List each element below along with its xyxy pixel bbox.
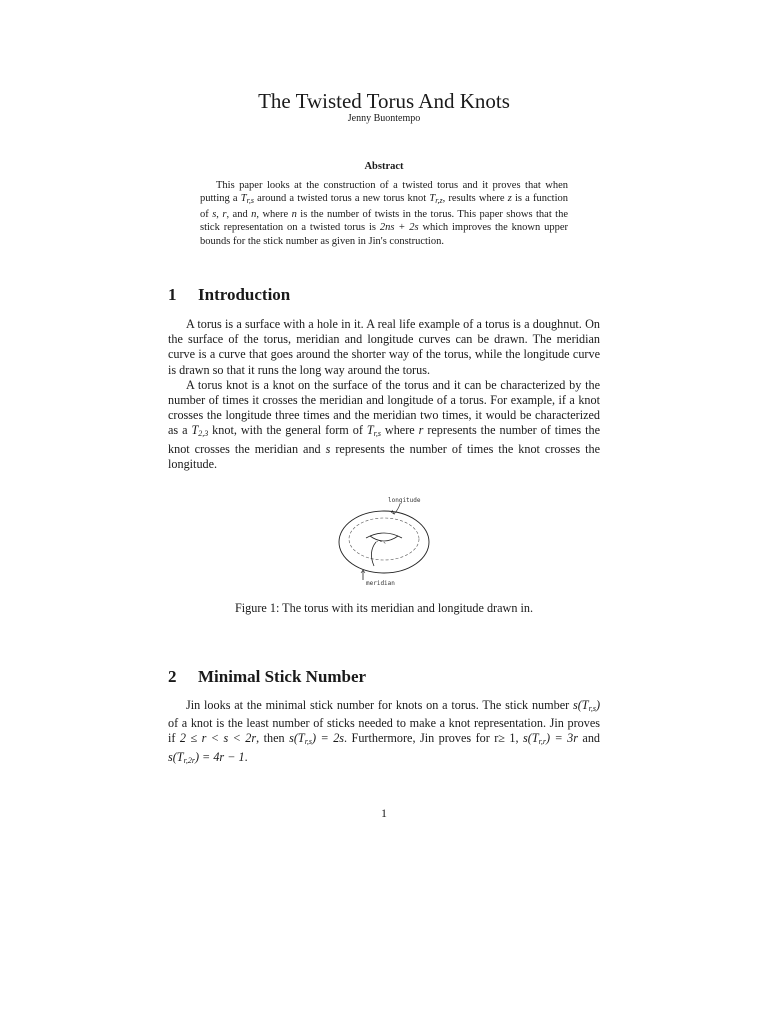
math-var: r xyxy=(418,423,424,438)
paper-title: The Twisted Torus And Knots xyxy=(258,89,510,113)
meridian-curve-back xyxy=(376,541,386,544)
math-subscript: r,r xyxy=(538,737,546,747)
math-expression: ) = 4r − 1 xyxy=(194,749,245,764)
math-expression: ) = 2s xyxy=(312,731,345,746)
longitude-label: longitude xyxy=(388,497,421,504)
abstract-text: which improves the known upper bounds for the stick number as given in Jin's construction. xyxy=(200,222,568,247)
paragraph: A torus is a surface with a hole in it. A real life example of a torus is a doughnut. On the surface of the torus, meridian and longitude curves can be drawn. The meridian curve is a curve that goes around the shorter way of the torus, while the longitude curve is drawn so that it runs the long way around the torus. xyxy=(168,317,600,377)
abstract-heading: Abstract xyxy=(364,161,404,172)
section-number: 2 xyxy=(168,667,177,686)
math-expression: ) xyxy=(595,698,600,712)
paragraph-text: A torus knot is a knot on the surface of the torus and it can be characterized by the number of times it crosses the meridian and longitude of a torus. For example, if a knot crosses the longitude three times and the meridian two times, it would be characterized as a xyxy=(168,377,600,438)
abstract-text: around a twisted torus a new torus knot xyxy=(253,193,430,205)
torus-outer-edge xyxy=(339,511,429,573)
math-subscript: r,s xyxy=(373,429,381,439)
paragraph-text: of a knot is the least number of sticks needed to make a knot representation. Jin proves if xyxy=(168,716,600,746)
math-expression: ) = 3r xyxy=(545,731,578,746)
math-expression: s(T xyxy=(168,749,184,764)
page-number: 1 xyxy=(381,806,387,820)
section-heading-introduction xyxy=(168,284,290,306)
math-var: r xyxy=(222,208,227,220)
abstract-text: is the number of twists in the torus. This paper shows that the stick representation on a twisted torus is xyxy=(200,208,569,234)
abstract-text: , results where xyxy=(442,193,508,205)
paragraph-text: . Furthermore, Jin proves for r≥ 1, xyxy=(344,731,524,746)
math-t: T xyxy=(366,423,374,438)
paragraph-text: where xyxy=(380,423,419,438)
longitude-curve xyxy=(349,518,419,560)
minimal-stick-number-body xyxy=(168,698,600,768)
abstract-text: , where xyxy=(256,208,292,220)
paragraph-text: . xyxy=(244,749,248,764)
math-var: n xyxy=(291,208,297,220)
section-title: Introduction xyxy=(198,285,291,304)
abstract-text: This paper looks at the construction of a twisted torus and it proves that when putting a xyxy=(200,180,568,205)
math-subscript: r,s xyxy=(588,704,596,713)
math-subscript: r,2r xyxy=(183,755,195,765)
math-var: s xyxy=(325,441,331,456)
math-formula: 2ns + 2s xyxy=(379,222,419,234)
abstract-body xyxy=(200,179,568,248)
paragraph-text: Jin looks at the minimal stick number for knots on a torus. The stick number xyxy=(186,698,573,712)
math-t: T xyxy=(429,193,436,205)
paragraph xyxy=(168,378,600,472)
math-subscript: r,s xyxy=(246,196,254,206)
abstract-text: is a function of xyxy=(200,193,568,220)
section-number: 1 xyxy=(168,285,177,304)
meridian-label: meridian xyxy=(366,580,395,587)
math-var: s xyxy=(212,208,217,220)
abstract-text: , xyxy=(216,208,223,220)
abstract-text: , and xyxy=(226,208,252,220)
paragraph-text: , then xyxy=(256,731,290,746)
math-expression: s(T xyxy=(573,698,589,712)
section-heading-minimal-stick-number xyxy=(168,666,366,688)
math-inequality: 2 ≤ r < s < 2r xyxy=(179,731,257,746)
paper-author: Jenny Buontempo xyxy=(347,113,421,124)
meridian-curve-front xyxy=(371,542,376,566)
math-var: z xyxy=(507,193,512,205)
paragraph-text: represents the number of times the knot crosses the longitude. xyxy=(168,441,600,471)
math-subscript: r,s xyxy=(304,737,313,747)
torus-figure xyxy=(330,494,440,588)
math-t: T xyxy=(191,423,199,438)
math-subscript: 2,3 xyxy=(198,429,209,439)
section-title: Minimal Stick Number xyxy=(198,667,367,686)
torus-hole-bottom xyxy=(370,536,398,541)
math-var: n xyxy=(251,208,257,220)
math-t: T xyxy=(240,193,247,205)
paragraph-text: represents the number of times the knot crosses the meridian and xyxy=(168,423,601,456)
paragraph-text: and xyxy=(577,731,601,746)
introduction-body xyxy=(168,317,600,472)
math-expression: s(T xyxy=(289,731,305,746)
math-subscript: r,z xyxy=(435,196,443,206)
math-expression: s(T xyxy=(523,731,539,746)
figure-caption: Figure 1: The torus with its meridian and longitude drawn in. xyxy=(235,601,533,615)
paragraph xyxy=(168,698,600,768)
paragraph-text: knot, with the general form of xyxy=(208,423,367,438)
